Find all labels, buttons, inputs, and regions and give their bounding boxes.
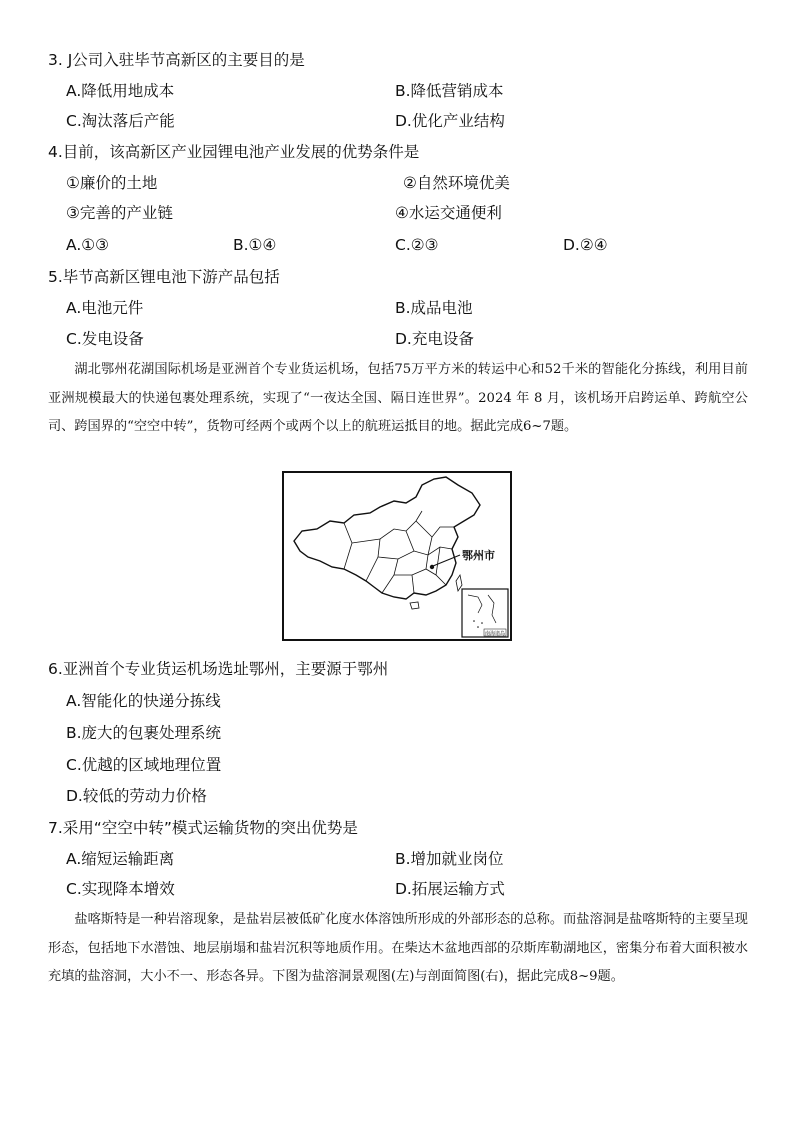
china-map-figure bbox=[282, 471, 512, 641]
q7-stem: 7.采用“空空中转”模式运输货物的突出优势是 bbox=[48, 819, 358, 837]
q5-option-c: C.发电设备 bbox=[66, 330, 144, 348]
south-sea-inset-label: 南海诸岛 bbox=[485, 631, 506, 637]
q4-stem: 4.目前，该高新区产业园锂电池产业发展的优势条件是 bbox=[48, 143, 420, 161]
q7-option-c: C.实现降本增效 bbox=[66, 880, 175, 898]
q5-option-a: A.电池元件 bbox=[66, 299, 144, 317]
q7-option-b: B.增加就业岗位 bbox=[395, 850, 504, 868]
q4-statement-4: ④水运交通便利 bbox=[395, 204, 502, 222]
q4-option-c: C.②③ bbox=[395, 236, 439, 254]
q4-option-d: D.②④ bbox=[563, 236, 608, 254]
q4-statement-3: ③完善的产业链 bbox=[66, 204, 173, 222]
q3-stem: 3. J公司入驻毕节高新区的主要目的是 bbox=[48, 51, 305, 69]
q5-option-d: D.充电设备 bbox=[395, 330, 474, 348]
q6-option-d: D.较低的劳动力价格 bbox=[66, 787, 207, 805]
q4-option-b: B.①④ bbox=[233, 236, 277, 254]
q7-option-a: A.缩短运输距离 bbox=[66, 850, 175, 868]
hainan-island bbox=[410, 602, 419, 609]
q6-option-b: B.庞大的包裹处理系统 bbox=[66, 724, 222, 742]
q4-statement-2: ②自然环境优美 bbox=[403, 174, 510, 192]
q6-option-a: A.智能化的快递分拣线 bbox=[66, 692, 221, 710]
ezhou-city-label: 鄂州市 bbox=[462, 549, 495, 562]
q5-stem: 5.毕节高新区锂电池下游产品包括 bbox=[48, 268, 280, 286]
q6-option-c: C.优越的区域地理位置 bbox=[66, 756, 222, 774]
q4-statement-1: ①廉价的土地 bbox=[66, 174, 158, 192]
q3-option-a: A.降低用地成本 bbox=[66, 82, 175, 100]
q5-option-b: B.成品电池 bbox=[395, 299, 473, 317]
q4-option-a: A.①③ bbox=[66, 236, 110, 254]
passage-salt-karst: 盐喀斯特是一种岩溶现象，是盐岩层被低矿化度水体溶蚀所形成的外部形态的总称。而盐溶洞是盐喀斯特的主要呈现形态，包括地下水潜蚀、地层崩塌和盐岩沉积等地质作用。在柴达木盆地西部的尕斯库勒湖地区，密集分布着大面积被水充填的盐溶洞，大小不一、形态各异。下图为盐溶洞景观图(左)与剖面简图(右)，据此完成8~9题。 bbox=[48, 912, 748, 984]
q7-option-d: D.拓展运输方式 bbox=[395, 880, 505, 898]
passage-ezhou-airport: 湖北鄂州花湖国际机场是亚洲首个专业货运机场，包括75万平方米的转运中心和52千米的智能化分拣线，利用目前亚洲规模最大的快递包裹处理系统，实现了“一夜达全国、隔日连世界”。2024 年 8 月，该机场开启跨运单、跨航空公司、跨国界的“空空中转”，货物可经两个或两个以上的航班运抵目的地。据此完成6~7题。 bbox=[48, 362, 748, 434]
q6-stem: 6.亚洲首个专业货运机场选址鄂州，主要源于鄂州 bbox=[48, 660, 389, 678]
q3-option-d: D.优化产业结构 bbox=[395, 112, 505, 130]
q3-option-c: C.淘汰落后产能 bbox=[66, 112, 175, 130]
q3-option-b: B.降低营销成本 bbox=[395, 82, 504, 100]
